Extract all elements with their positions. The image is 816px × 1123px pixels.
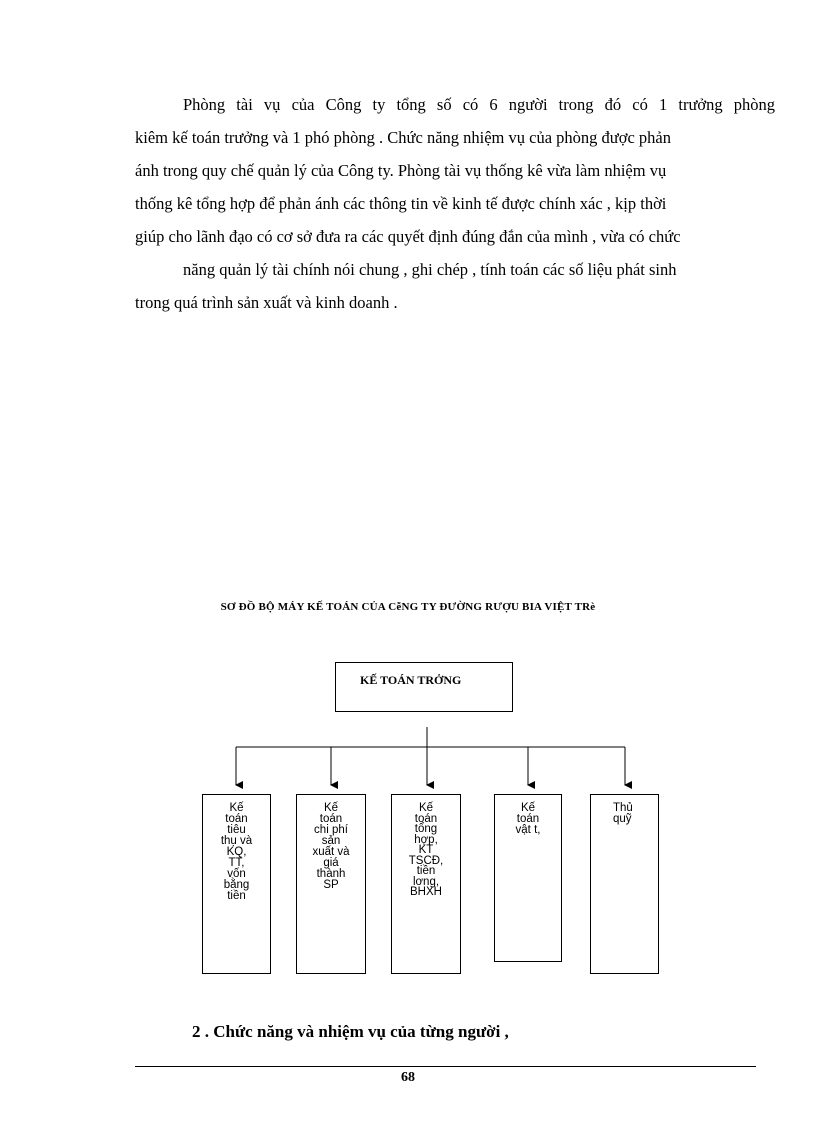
child-box-label: Kế toán vật t,	[515, 802, 541, 836]
child-box-label: Kế toán chi phí sản xuất và giá thành SP	[312, 802, 350, 891]
child-box-label: Kế toán tổng hợp, KT TSCĐ, tiền lơng, BHXH	[408, 802, 444, 898]
paragraph-line: kiêm kế toán trưởng và 1 phó phòng . Chức năng nhiệm vụ của phòng được phản	[135, 128, 671, 147]
paragraph-line: ánh trong quy chế quản lý của Công ty. Phòng tài vụ thống kê vừa làm nhiệm vụ	[135, 161, 667, 180]
paragraph-line: giúp cho lãnh đạo có cơ sở đưa ra các quyết định đúng đắn của mình , vừa có chức	[135, 227, 681, 246]
chief-accountant-box	[335, 662, 513, 712]
paragraph-line: năng quản lý tài chính nói chung , ghi chép , tính toán các số liệu phát sinh	[183, 260, 677, 279]
child-box-treasurer	[590, 794, 659, 974]
chief-accountant-label: KẾ TOÁN TRỞNG	[360, 673, 462, 687]
paragraph-line: trong quá trình sản xuất và kinh doanh .	[135, 293, 398, 312]
child-box-production-cost	[296, 794, 366, 974]
child-box-general	[391, 794, 461, 974]
child-box-label: Kế toán tiêu thụ và KQ, TT, vốn bằng tiền	[220, 802, 253, 902]
section-heading: 2 . Chức năng và nhiệm vụ của từng người ,	[192, 1022, 509, 1041]
child-box-materials	[494, 794, 562, 962]
child-box-sales	[202, 794, 271, 974]
paragraph-line: thống kê tổng hợp để phản ánh các thông tin về kinh tế được chính xác , kịp thời	[135, 194, 667, 213]
footer-divider	[135, 1066, 756, 1067]
page-number: 68	[401, 1070, 415, 1085]
paragraph-line: Phòng tài vụ của Công ty tổng số có 6 người trong đó có 1 trưởng phòng	[183, 95, 775, 114]
diagram-title: SƠ ĐỒ BỘ MÁY KẾ TOÁN CỦA CễNG TY ĐƯỜNG RƯỢU BIA VIỆT TRè	[220, 601, 596, 613]
child-box-label: Thủ quỹ	[613, 802, 633, 825]
